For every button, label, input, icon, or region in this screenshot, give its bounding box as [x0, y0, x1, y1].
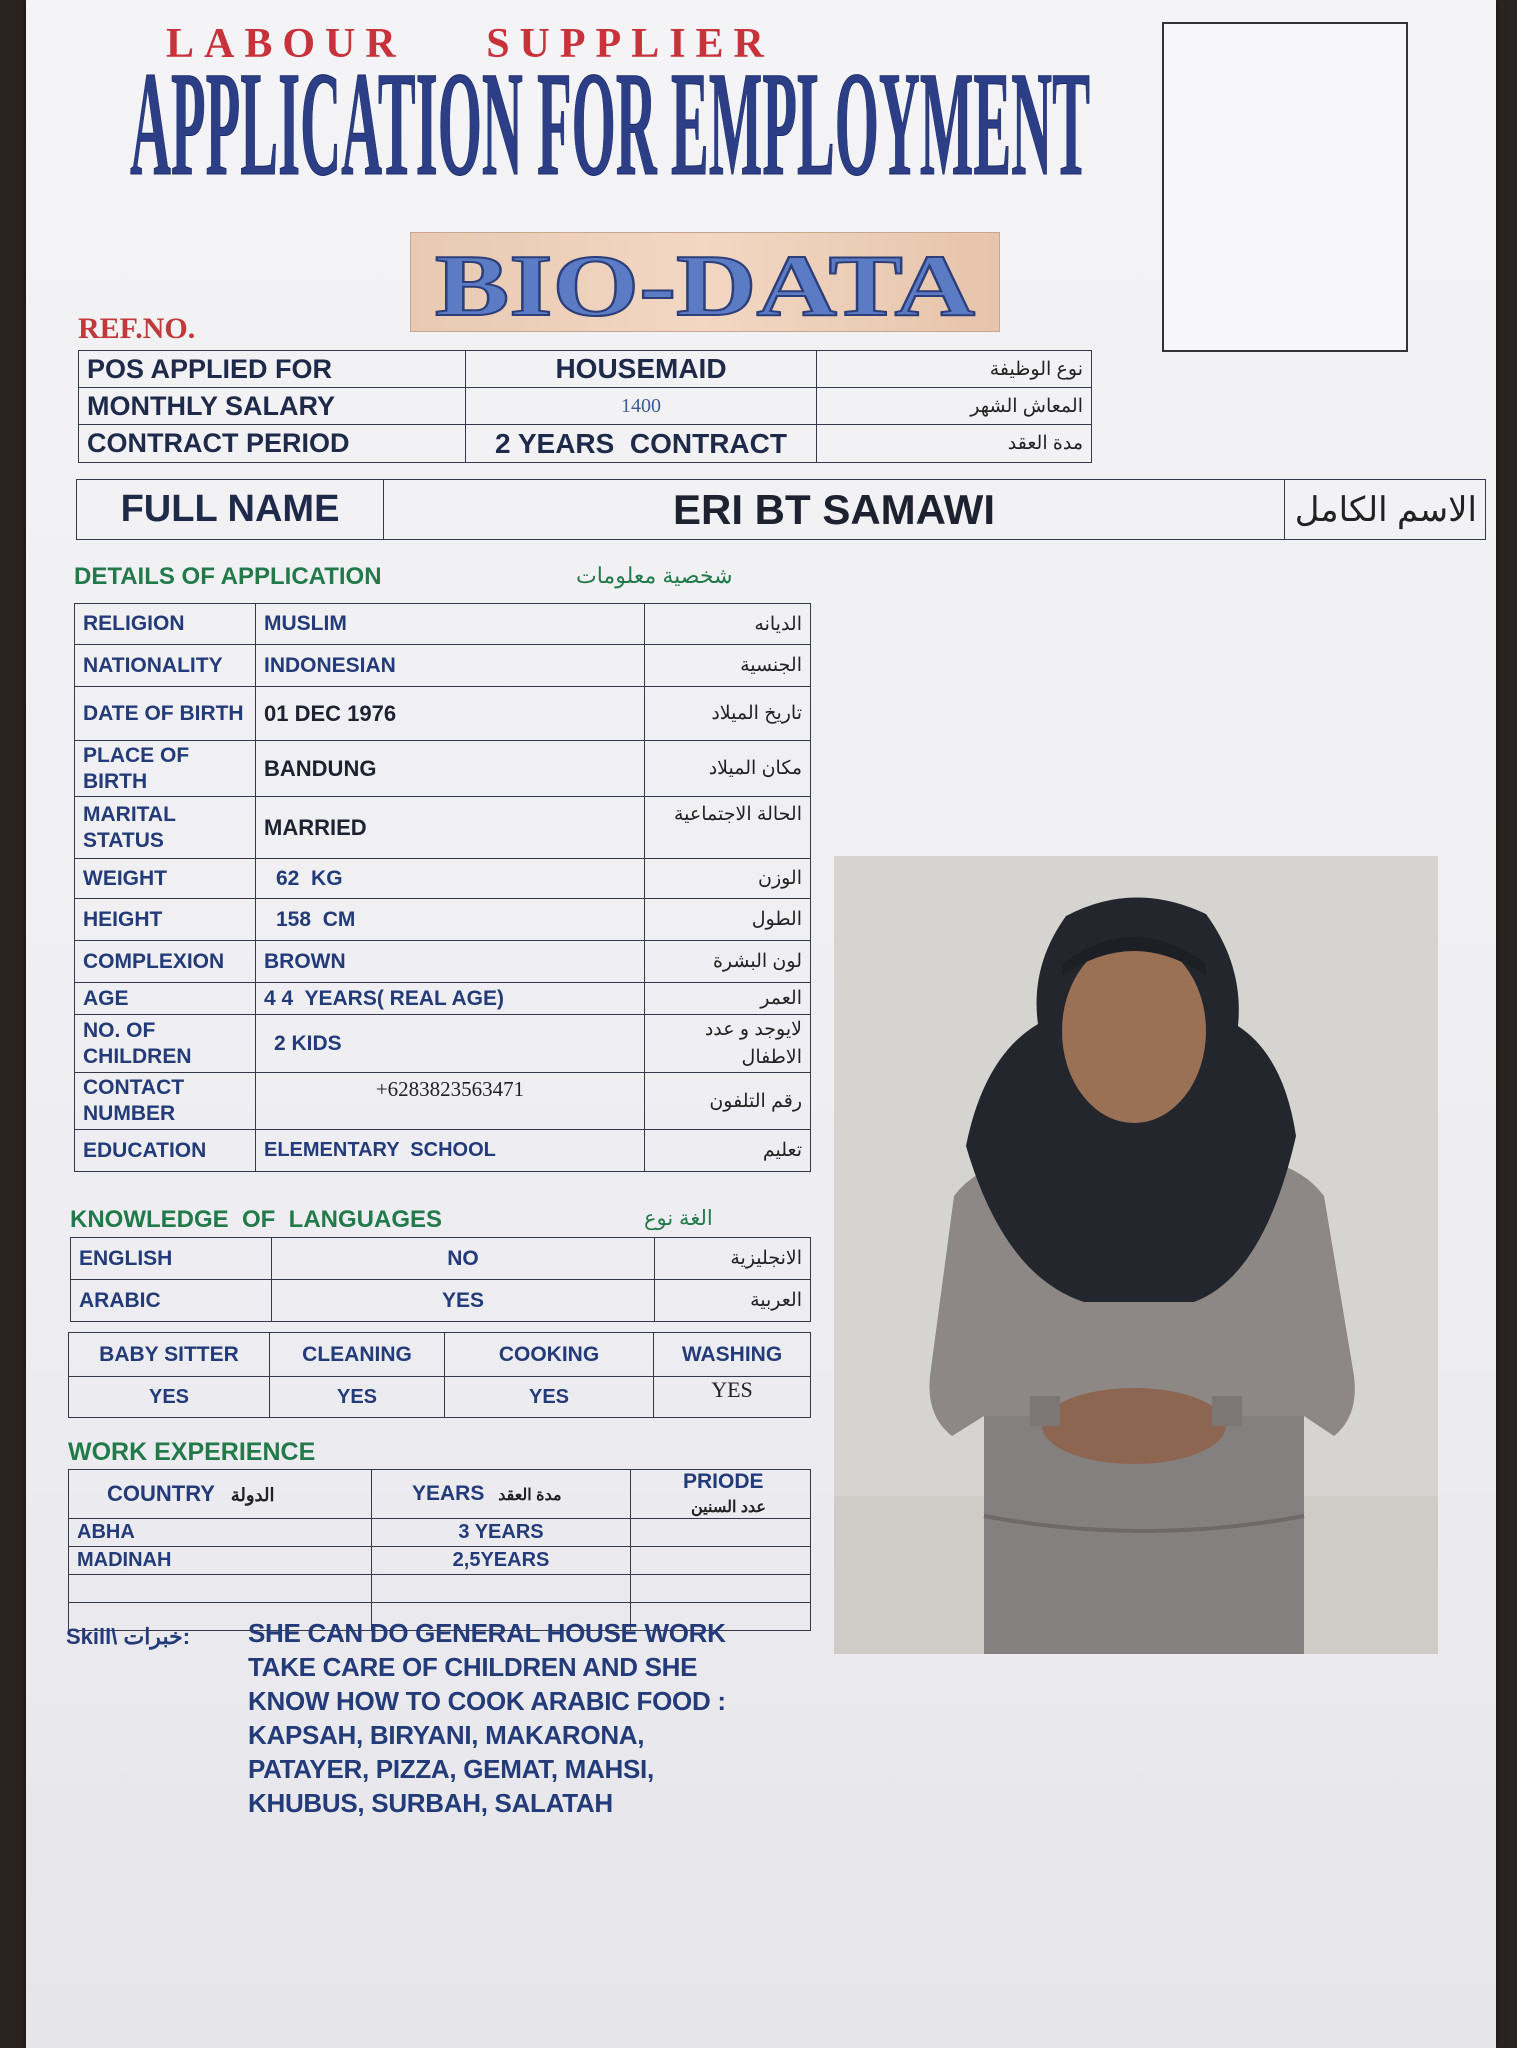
skill-value: YES	[654, 1377, 811, 1418]
skills-grid	[68, 1332, 811, 1418]
detail-value: 4 4 YEARS( REAL AGE)	[256, 983, 645, 1015]
contract-label: CONTRACT PERIOD	[79, 425, 466, 463]
skill-note-line: SHE CAN DO GENERAL HOUSE WORK	[248, 1618, 726, 1648]
detail-label: PLACE OF BIRTH	[75, 741, 256, 797]
passport-photo-slot	[1162, 22, 1408, 352]
languages-heading-ar: الغة نوع	[644, 1207, 713, 1230]
detail-label-ar: تعليم	[645, 1130, 811, 1172]
detail-label: NO. OF CHILDREN	[75, 1015, 256, 1073]
salary-label: MONTHLY SALARY	[79, 388, 466, 425]
work-years: 2,5YEARS	[372, 1547, 631, 1575]
detail-value: INDONESIAN	[256, 645, 645, 687]
work-period	[631, 1575, 811, 1603]
table-row	[75, 797, 811, 859]
table-row	[75, 1073, 811, 1130]
table-row	[71, 1238, 811, 1280]
detail-value: MARRIED	[256, 797, 645, 859]
biodata-paper	[26, 0, 1496, 2048]
skill-note-line: TAKE CARE OF CHILDREN AND SHE	[248, 1652, 698, 1682]
detail-value: 2 KIDS	[256, 1015, 645, 1073]
table-row	[75, 1015, 811, 1073]
contract-label-ar: مدة العقد	[817, 425, 1092, 463]
languages-heading: KNOWLEDGE OF LANGUAGES	[70, 1206, 442, 1233]
skill-header: COOKING	[445, 1333, 654, 1377]
applicant-photo	[834, 856, 1438, 1654]
contract-value: 2 YEARS CONTRACT	[466, 425, 817, 463]
table-row	[69, 1377, 811, 1418]
skill-note-line: KAPSAH, BIRYANI, MAKARONA,	[248, 1720, 645, 1750]
col-period-header	[631, 1470, 811, 1519]
skill-note-label: Skill\ خبرات:	[66, 1624, 191, 1649]
col-years-label: YEARS	[412, 1482, 485, 1505]
labour-supplier-heading: LABOUR SUPPLIER	[166, 21, 774, 67]
details-heading: DETAILS OF APPLICATION	[74, 563, 382, 590]
detail-label: AGE	[75, 983, 256, 1015]
col-years-label-ar: مدة العقد	[498, 1487, 562, 1504]
work-period	[631, 1547, 811, 1575]
detail-label-ar: تاريخ الميلاد	[645, 687, 811, 741]
detail-value: BANDUNG	[256, 741, 645, 797]
table-row	[77, 480, 1486, 540]
detail-value: 01 DEC 1976	[256, 687, 645, 741]
detail-value: 62 KG	[256, 859, 645, 899]
detail-label: CONTACT NUMBER	[75, 1073, 256, 1130]
detail-label-ar: العمر	[645, 983, 811, 1015]
details-table	[74, 603, 811, 1172]
pos-label-ar: نوع الوظيفة	[817, 351, 1092, 388]
skill-note-line: PATAYER, PIZZA, GEMAT, MAHSI,	[248, 1754, 654, 1784]
detail-label: HEIGHT	[75, 899, 256, 941]
table-row	[75, 899, 811, 941]
skill-note-line: KNOW HOW TO COOK ARABIC FOOD :	[248, 1686, 726, 1716]
full-name-label: FULL NAME	[77, 480, 384, 540]
biodata-title: BIO-DATA	[435, 238, 975, 331]
table-row	[69, 1519, 811, 1547]
table-row	[75, 941, 811, 983]
table-row	[79, 388, 1092, 425]
contact-number-value: +6283823563471	[256, 1073, 645, 1130]
detail-label: EDUCATION	[75, 1130, 256, 1172]
col-period-label: PRIODE	[683, 1470, 764, 1493]
skill-note-line: KHUBUS, SURBAH, SALATAH	[248, 1788, 613, 1818]
detail-label: WEIGHT	[75, 859, 256, 899]
detail-label-ar: لايوجد و عدد الاطفال	[645, 1015, 811, 1073]
table-row	[69, 1547, 811, 1575]
language-value: NO	[272, 1238, 655, 1280]
work-experience-table	[68, 1469, 811, 1631]
table-row	[71, 1280, 811, 1322]
full-name-label-ar: الاسم الكامل	[1285, 480, 1486, 540]
work-years	[372, 1575, 631, 1603]
skill-value: YES	[445, 1377, 654, 1418]
detail-label-ar: مكان الميلاد	[645, 741, 811, 797]
table-row	[69, 1470, 811, 1519]
full-name-table	[76, 479, 1486, 540]
detail-label-ar: الجنسية	[645, 645, 811, 687]
skill-header: BABY SITTER	[69, 1333, 270, 1377]
detail-label: MARITAL STATUS	[75, 797, 256, 859]
table-row	[75, 645, 811, 687]
col-period-label-ar: عدد السنين	[691, 1499, 766, 1516]
details-heading-ar: شخصية معلومات	[576, 563, 733, 588]
work-years: 3 YEARS	[372, 1519, 631, 1547]
application-title	[130, 46, 1090, 196]
table-row	[79, 425, 1092, 463]
col-country-label: COUNTRY	[107, 1481, 215, 1506]
salary-label-ar: المعاش الشهر	[817, 388, 1092, 425]
skill-header: CLEANING	[270, 1333, 445, 1377]
full-name-value: ERI BT SAMAWI	[384, 480, 1285, 540]
language-label: ENGLISH	[71, 1238, 272, 1280]
col-country-label-ar: الدولة	[230, 1485, 275, 1505]
pos-label: POS APPLIED FOR	[79, 351, 466, 388]
detail-value: MUSLIM	[256, 604, 645, 645]
col-country-header	[69, 1470, 372, 1519]
detail-value: ELEMENTARY SCHOOL	[256, 1130, 645, 1172]
detail-label: NATIONALITY	[75, 645, 256, 687]
skill-value: YES	[69, 1377, 270, 1418]
detail-label: COMPLEXION	[75, 941, 256, 983]
detail-label-ar: الديانه	[645, 604, 811, 645]
table-row	[75, 687, 811, 741]
languages-table	[70, 1237, 811, 1322]
biodata-banner	[410, 232, 1000, 332]
detail-value: 158 CM	[256, 899, 645, 941]
language-label-ar: الانجليزية	[655, 1238, 811, 1280]
ref-no-label: REF.NO.	[78, 312, 196, 345]
language-label: ARABIC	[71, 1280, 272, 1322]
table-row	[79, 351, 1092, 388]
work-country: MADINAH	[69, 1547, 372, 1575]
detail-value: BROWN	[256, 941, 645, 983]
skill-value: YES	[270, 1377, 445, 1418]
skill-note-text	[248, 1616, 788, 1820]
detail-label: RELIGION	[75, 604, 256, 645]
application-title-text: APPLICATION FOR EMPLOYMENT	[130, 46, 1090, 196]
col-years-header	[372, 1470, 631, 1519]
work-country	[69, 1575, 372, 1603]
detail-label-ar: الطول	[645, 899, 811, 941]
table-row	[75, 741, 811, 797]
table-row	[75, 983, 811, 1015]
table-row	[69, 1333, 811, 1377]
work-period	[631, 1519, 811, 1547]
skill-header: WASHING	[654, 1333, 811, 1377]
pos-value: HOUSEMAID	[466, 351, 817, 388]
table-row	[75, 1130, 811, 1172]
position-table	[78, 350, 1092, 463]
detail-label: DATE OF BIRTH	[75, 687, 256, 741]
detail-label-ar: رقم التلفون	[645, 1073, 811, 1130]
work-experience-heading: WORK EXPERIENCE	[68, 1438, 316, 1466]
table-row	[69, 1575, 811, 1603]
detail-label-ar: لون البشرة	[645, 941, 811, 983]
work-country: ABHA	[69, 1519, 372, 1547]
table-row	[75, 859, 811, 899]
language-label-ar: العربية	[655, 1280, 811, 1322]
table-row	[75, 604, 811, 645]
salary-value: 1400	[466, 388, 817, 425]
detail-label-ar: الوزن	[645, 859, 811, 899]
detail-label-ar: الحالة الاجتماعية	[645, 797, 811, 859]
language-value: YES	[272, 1280, 655, 1322]
